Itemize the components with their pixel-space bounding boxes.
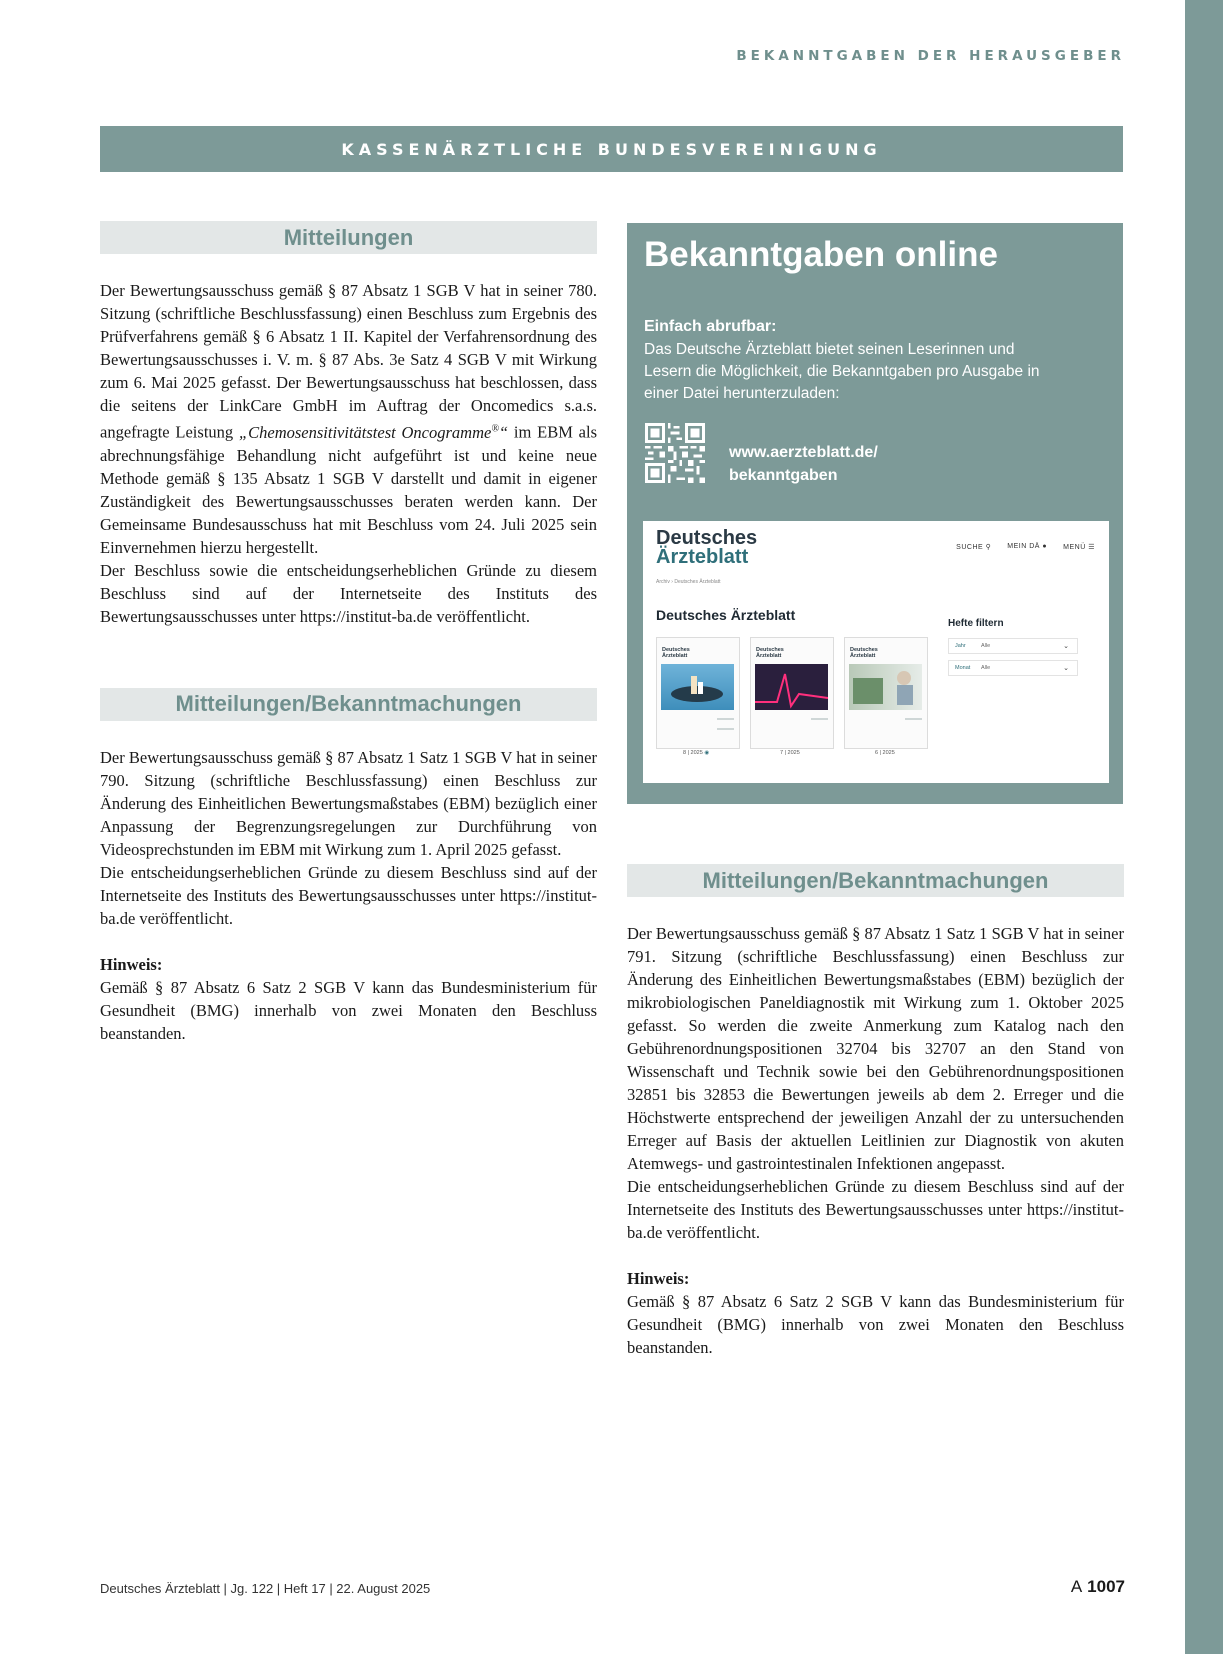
cover-title: Deutsches Ärzteblatt — [850, 647, 878, 659]
chevron-down-icon: ⌄ — [1063, 665, 1069, 672]
nav-label: MENÜ — [1063, 544, 1086, 551]
section-heading-text: Mitteilungen/Bekanntmachungen — [175, 691, 522, 716]
user-icon: ● — [1042, 543, 1048, 550]
section-heading-text: Mitteilungen/Bekanntmachungen — [702, 867, 1049, 893]
page-number — [1071, 1577, 1125, 1597]
paragraph-text: im EBM als abrechnungsfähige Behandlung nicht aufgeführt ist und keine neue Methode gemäß § 135 Absatz 1 SGB V darstellt und damit in eigener Zuständigkeit des Bewertungsausschusses beraten werden kann. Der Gemeinsame Bundesausschuss hat mit Beschluss vom 24. Juli 2025 sein Einvernehmen hierzu hergestellt. — [100, 422, 597, 557]
screenshot-filter-year — [948, 638, 1078, 654]
link-line: bekanntgaben — [729, 467, 838, 484]
registered-mark: ® — [491, 423, 499, 434]
issue-label — [683, 750, 709, 756]
hinweis-label: Hinweis: — [100, 954, 163, 974]
footer-citation: Deutsches Ärzteblatt | Jg. 122 | Heft 17 | 22. August 2025 — [100, 1581, 431, 1596]
hinweis-label: Hinweis: — [627, 1269, 690, 1288]
filter-value: Alle — [981, 643, 991, 649]
section-heading-text: Mitteilungen — [283, 224, 414, 250]
qr-code-icon[interactable] — [645, 423, 705, 483]
filter-value: Alle — [981, 665, 991, 671]
running-head: BEKANNTGABEN DER HERAUSGEBER — [736, 48, 1125, 64]
screenshot-filter-month — [948, 660, 1078, 676]
search-icon: ⚲ — [985, 544, 992, 551]
product-name — [239, 423, 508, 442]
issue-label-text: 8 | 2025 — [683, 750, 703, 756]
screenshot-breadcrumb: Archiv › Deutsches Ärzteblatt — [656, 579, 721, 585]
issue-cover — [750, 637, 834, 749]
website-screenshot — [643, 521, 1109, 783]
spacer — [100, 628, 597, 688]
right-edge-bar — [1185, 0, 1223, 1654]
eye-icon: ◉ — [704, 750, 710, 756]
filter-label: Jahr — [955, 643, 966, 649]
filter-label: Monat — [955, 665, 971, 671]
right-column — [627, 864, 1124, 1359]
nav-label: SUCHE — [956, 544, 984, 551]
menu-icon: ☰ — [1088, 544, 1095, 551]
link-line: www.aerzteblatt.de/ — [729, 444, 878, 461]
bekanntgaben-link[interactable] — [729, 441, 878, 487]
cover-image — [755, 664, 828, 710]
online-box-description: Das Deutsche Ärzteblatt bietet seinen Leserinnen und Lesern die Möglichkeit, die Bekanntgaben pro Ausgabe in einer Datei herunterzuladen: — [644, 341, 1040, 402]
issue-label: 6 | 2025 — [875, 750, 895, 756]
nav-account — [1007, 543, 1047, 551]
section-heading-mitteilungen — [100, 221, 597, 254]
hinweis-text: Gemäß § 87 Absatz 6 Satz 2 SGB V kann das Bundesministerium für Gesundheit (BMG) innerhalb von zwei Monaten den Beschluss beanstanden. — [100, 977, 597, 1043]
online-box-subtitle: Einfach abrufbar: — [644, 318, 777, 335]
cover-title: Deutsches Ärzteblatt — [756, 647, 784, 659]
page-number-value: 1007 — [1087, 1577, 1125, 1596]
screenshot-heading: Deutsches Ärzteblatt — [656, 607, 796, 623]
logo-line: Ärzteblatt — [656, 546, 749, 568]
nav-menu — [1063, 543, 1095, 551]
cover-image — [661, 664, 734, 710]
product-name-text: „Chemosensitivitätstest Oncogramme — [238, 422, 492, 442]
hinweis-text: Gemäß § 87 Absatz 6 Satz 2 SGB V kann das Bundesministerium für Gesundheit (BMG) innerhalb von zwei Monaten den Beschluss beanstanden. — [627, 1292, 1124, 1357]
chevron-down-icon: ⌄ — [1063, 643, 1069, 650]
cover-rule — [905, 718, 922, 720]
paragraph-text: Der Bewertungsausschuss gemäß § 87 Absatz 1 SGB V hat in seiner 780. Sitzung (schriftliche Beschlussfassung) einen Beschluss zum Ergebnis des Prüfverfahrens gemäß § 6 Absatz 1 II. Kapitel der Verfahrensordnung des Bewertungsausschusses i. V. m. § 87 Abs. 3e Satz 4 SGB V mit Wirkung zum 6. Mai 2025 gefasst. Der Bewertungsausschuss hat beschlossen, dass die seitens der LinkCare GmbH im Auftrag der Oncomedics s.a.s. angefragte Leistung — [100, 281, 597, 442]
cover-illustration — [661, 664, 734, 710]
cover-rule — [717, 728, 734, 730]
body-paragraph: Die entscheidungserheblichen Gründe zu diesem Beschluss sind auf der Internetseite des Instituts des Bewertungsausschusses unter https://institut-ba.de veröffentlicht. — [100, 862, 597, 928]
online-box-title: Bekanntgaben online — [644, 235, 998, 274]
body-paragraph: Die entscheidungserheblichen Gründe zu diesem Beschluss sind auf der Internetseite des Instituts des Bewertungsausschusses unter https://institut-ba.de veröffentlicht. — [627, 1177, 1124, 1242]
body-paragraph: Der Bewertungsausschuss gemäß § 87 Absatz 1 Satz 1 SGB V hat in seiner 791. Sitzung (schriftliche Beschlussfassung) einen Beschluss zur Änderung des Einheitlichen Bewertungsmaßstabes (EBM) bezüglich der mikrobiologischen Paneldiagnostik mit Wirkung zum 1. Oktober 2025 gefasst. So werden die zweite Anmerkung zum Katalog nach den Gebührenordnungspositionen 32704 bis 32707 an den Stand von Wissenschaft und Technik sowie bei den Gebührenordnungspositionen 32851 bis 32853 die Bewertungen jeweils ab dem 2. Erreger und die Höchstwerte entsprechend der jeweiligen Anzahl der zu untersuchenden Erreger auf Basis der aktuellen Leitlinien zur Diagnostik von akuten Atemwegs- und gastrointestinalen Infektionen angepasst. — [627, 924, 1124, 1173]
nav-label: MEIN DÄ — [1007, 543, 1040, 550]
screenshot-filter-title: Hefte filtern — [948, 618, 1004, 629]
issue-label: 7 | 2025 — [780, 750, 800, 756]
aerzteblatt-logo — [656, 529, 757, 567]
bekanntgaben-online-box — [627, 223, 1123, 804]
section-banner — [100, 126, 1123, 172]
cover-rule — [717, 718, 734, 720]
closing-quote: “ — [498, 422, 509, 442]
section-banner-title: KASSENÄRZTLICHE BUNDESVEREINIGUNG — [341, 139, 882, 159]
cover-illustration — [755, 664, 828, 710]
body-paragraph: Der Bewertungsausschuss gemäß § 87 Absatz 1 Satz 1 SGB V hat in seiner 790. Sitzung (schriftliche Beschlussfassung) einen Beschluss zur Änderung des Einheitlichen Bewertungsmaßstabes (EBM) bezüglich einer Anpassung der Begrenzungsregelungen zur Durchführung von Videosprechstunden im EBM mit Wirkung zum 1. April 2025 gefasst. — [100, 747, 597, 859]
issue-cover — [844, 637, 928, 749]
nav-search — [956, 543, 991, 551]
cover-image — [849, 664, 922, 710]
left-column — [100, 221, 597, 1045]
hinweis-block — [100, 953, 597, 1045]
section-heading-bekanntmachungen — [627, 864, 1124, 897]
section-heading-bekanntmachungen — [100, 688, 597, 721]
body-paragraph: Der Beschluss sowie die entscheidungserheblichen Gründe zu diesem Beschluss sind auf der Internetseite des Instituts des Bewertungsausschusses unter https://institut-ba.de veröffentlicht. — [100, 560, 597, 626]
body-paragraph — [100, 279, 597, 559]
cover-illustration — [849, 664, 922, 710]
screenshot-nav — [956, 543, 1095, 551]
issue-cover — [656, 637, 740, 749]
hinweis-block — [627, 1267, 1124, 1359]
cover-title: Deutsches Ärzteblatt — [662, 647, 690, 659]
cover-rule — [811, 718, 828, 720]
logo-line: Deutsches — [656, 527, 758, 549]
page-prefix: A — [1070, 1577, 1083, 1596]
